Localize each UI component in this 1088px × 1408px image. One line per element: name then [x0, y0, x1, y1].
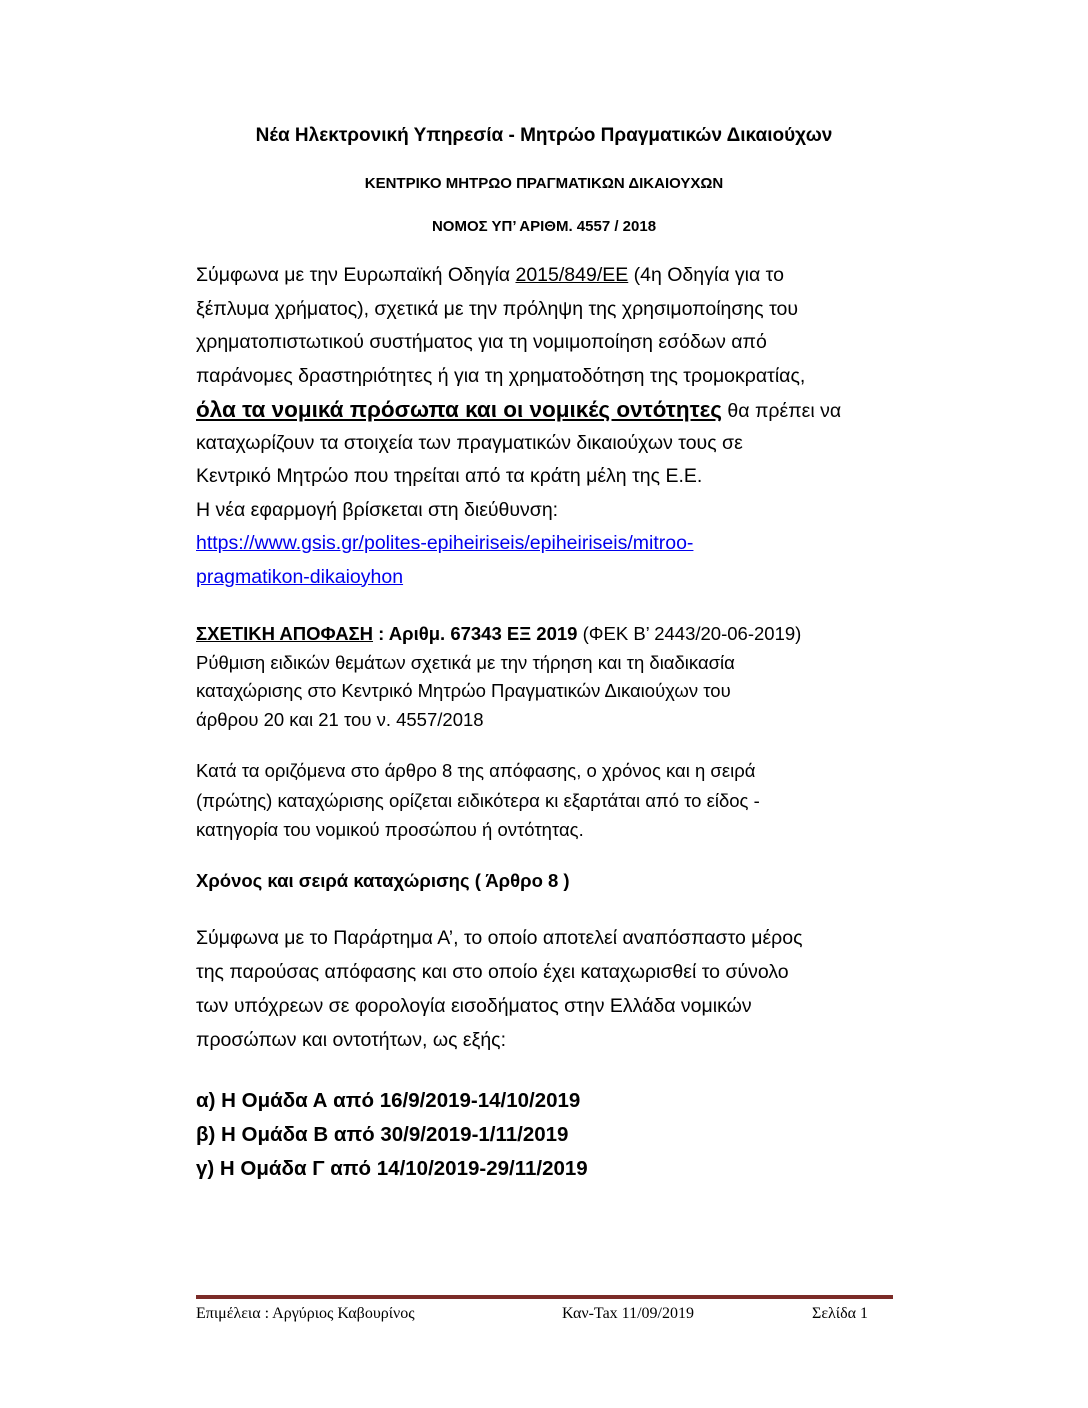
group-b-item: β) Η Ομάδα Β από 30/9/2019-1/11/2019 [196, 1123, 569, 1146]
decision-line-3: καταχώρισης στο Κεντρικό Μητρώο Πραγματικών Δικαιούχων του [196, 680, 731, 701]
url-line-1 [196, 527, 916, 561]
intro-line-8: Η νέα εφαρμογή βρίσκεται στη διεύθυνση: [196, 498, 559, 521]
directive-reference: 2015/849/ΕΕ [515, 264, 629, 286]
intro-line-2: ξέπλυμα χρήματος), σχετικά με την πρόληψη της χρησιμοποίησης του [196, 297, 799, 320]
group-c-item: γ) Η Ομάδα Γ από 14/10/2019-29/11/2019 [196, 1157, 588, 1180]
decision-label: ΣΧΕΤΙΚΗ ΑΠΟΦΑΣΗ [196, 623, 374, 644]
section-heading: Χρόνος και σειρά καταχώρισης ( Άρθρο 8 ) [196, 870, 570, 891]
intro-text: (4η Οδηγία για το [628, 264, 784, 286]
intro-line-4: παράνομες δραστηριότητες ή για τη χρηματοδότηση της τρομοκρατίας, [196, 364, 806, 387]
annex-line-1: Σύμφωνα με το Παράρτημα Α’, το οποίο αποτελεί αναπόσπαστο μέρος [196, 927, 803, 949]
intro-line-3: χρηματοπιστωτικού συστήματος για τη νομιμοποίηση εσόδων από [196, 331, 767, 353]
gsis-link[interactable]: https://www.gsis.gr/polites-epiheiriseis/epiheiriseis/mitroo- [196, 532, 694, 554]
decision-paragraph [196, 620, 801, 734]
url-line-2 [196, 561, 916, 595]
decision-line-4: άρθρου 20 και 21 του ν. 4557/2018 [196, 708, 484, 730]
emphasis-legal-entities: όλα τα νομικά πρόσωπα και οι νομικές οντότητες [196, 397, 722, 422]
article-paragraph [196, 756, 760, 845]
intro-line-1 [196, 259, 916, 293]
footer-page-number: Σελίδα 1 [812, 1305, 869, 1322]
annex-paragraph [196, 921, 803, 1057]
law-subtitle: ΝΟΜΟΣ ΥΠ’ ΑΡΙΘΜ. 4557 / 2018 [431, 218, 657, 235]
annex-line-3: των υπόχρεων σε φορολογία εισοδήματος στην Ελλάδα νομικών [196, 995, 752, 1017]
intro-line-6: καταχωρίζουν τα στοιχεία των πραγματικών δικαιούχων τους σε [196, 431, 743, 454]
decision-number: : Αριθμ. 67343 ΕΞ 2019 [373, 623, 578, 644]
decision-line-1 [196, 620, 801, 649]
gazette-reference: (ΦΕΚ Β’ 2443/20-06-2019) [577, 623, 802, 644]
intro-text: Σύμφωνα με την Ευρωπαϊκή Οδηγία [196, 264, 516, 286]
gsis-link-continued[interactable]: pragmatikon-dikaioyhon [196, 565, 404, 588]
registry-subtitle: ΚΕΝΤΡΙΚΟ ΜΗΤΡΩΟ ΠΡΑΓΜΑΤΙΚΩΝ ΔΙΚΑΙΟΥΧΩΝ [364, 175, 724, 192]
document-title: Νέα Ηλεκτρονική Υπηρεσία - Μητρώο Πραγματικών Δικαιούχων [255, 125, 833, 146]
article-line-1: Κατά τα οριζόμενα στο άρθρο 8 της απόφασης, ο χρόνος και η σειρά [196, 760, 756, 781]
decision-line-2: Ρύθμιση ειδικών θεμάτων σχετικά με την τήρηση και τη διαδικασία [196, 651, 735, 673]
footer-editor: Επιμέλεια : Αργύριος Καβουρίνος [196, 1305, 415, 1322]
group-a-item: α) Η Ομάδα Α από 16/9/2019-14/10/2019 [196, 1089, 581, 1112]
article-line-2: (πρώτης) καταχώρισης ορίζεται ειδικότερα κι εξαρτάται από το είδος - [196, 789, 760, 811]
group-schedule-list [196, 1084, 588, 1186]
footer-divider [196, 1295, 893, 1299]
intro-line-7: Κεντρικό Μητρώο που τηρείται από τα κράτη μέλη της Ε.Ε. [196, 465, 703, 487]
intro-text: θα πρέπει να [722, 400, 842, 422]
annex-line-4: προσώπων και οντοτήτων, ως εξής: [196, 1029, 506, 1051]
footer-source-date: Καν-Tax 11/09/2019 [562, 1305, 694, 1322]
article-line-3: κατηγορία του νομικού προσώπου ή οντότητας. [196, 819, 584, 840]
annex-line-2: της παρούσας απόφασης και στο οποίο έχει καταχωρισθεί το σύνολο [196, 961, 789, 983]
intro-line-5 [196, 393, 916, 427]
intro-paragraph [196, 259, 916, 594]
